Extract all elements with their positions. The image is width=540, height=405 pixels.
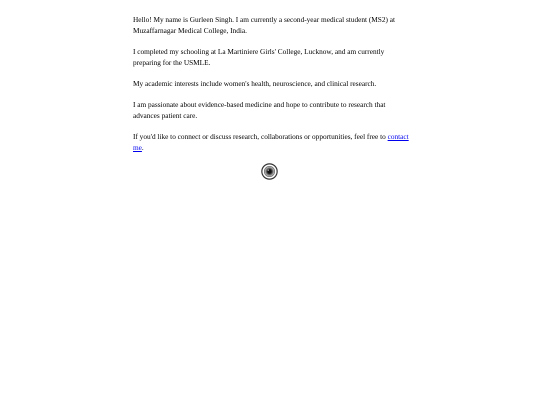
passion-paragraph: I am passionate about evidence-based medicine and hope to contribute to research that advances patient care. — [133, 100, 386, 120]
camera-lens-icon-svg — [261, 163, 278, 180]
schooling-paragraph: I completed my schooling at La Martiniere Girls' College, Lucknow, and am currently preparing for the USMLE. — [133, 47, 385, 67]
intro-paragraph: Hello! My name is Gurleen Singh. I am currently a second-year medical student (MS2) at Muzaffarnagar Medical College, India. — [133, 15, 396, 35]
contact-prefix: If you'd like to connect or discuss research, collaborations or opportunities, feel free to — [133, 132, 388, 141]
contact-suffix: . — [141, 143, 144, 152]
contact-paragraph — [133, 131, 413, 153]
interests-paragraph: My academic interests include women's health, neuroscience, and clinical research. — [133, 79, 377, 88]
bio-content — [133, 14, 413, 163]
contact-me-link[interactable]: contact me — [133, 132, 409, 152]
camera-lens-icon[interactable] — [261, 163, 278, 180]
